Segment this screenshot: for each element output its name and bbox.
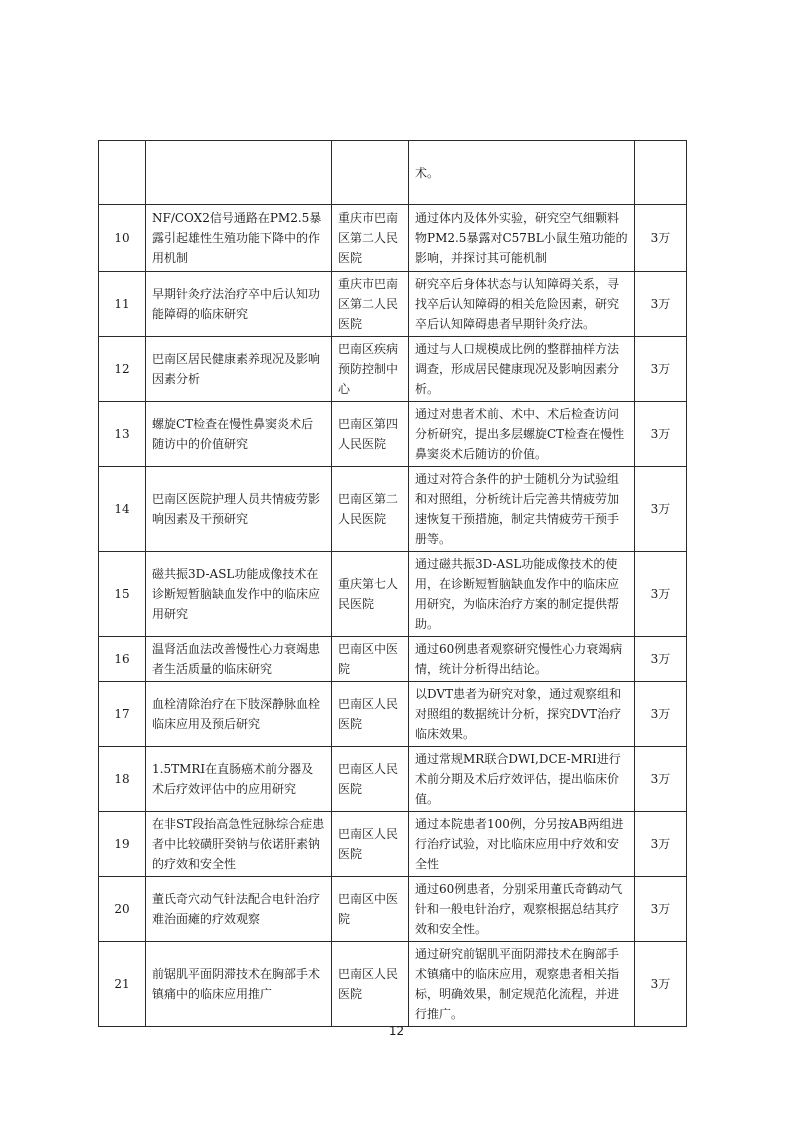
project-content-cell: 通过60例患者，分别采用董氏奇鹤动气针和一般电针治疗，观察根据总结其疗效和安全性。	[409, 877, 635, 942]
project-unit-cell: 重庆第七人民医院	[332, 552, 409, 637]
project-no-cell: 13	[99, 402, 146, 467]
table-row	[99, 877, 687, 942]
project-content-cell: 通过体内及体外实验，研究空气细颗料物PM2.5暴露对C57BL小鼠生殖功能的影响，并探讨其可能机制	[409, 205, 635, 272]
continuation-unit-cell	[332, 141, 409, 205]
table-row	[99, 337, 687, 402]
table-row	[99, 942, 687, 1027]
project-table-body	[99, 141, 687, 1027]
project-unit-cell: 巴南区中医院	[332, 637, 409, 682]
project-unit-cell: 巴南区第四人民医院	[332, 402, 409, 467]
table-row	[99, 272, 687, 337]
project-unit-cell: 重庆市巴南区第二人民医院	[332, 272, 409, 337]
project-table	[98, 140, 687, 1027]
project-unit-cell: 巴南区人民医院	[332, 812, 409, 877]
project-title-cell: 磁共振3D-ASL功能成像技术在诊断短暂脑缺血发作中的临床应用研究	[146, 552, 332, 637]
project-fund-cell: 3万	[635, 205, 687, 272]
continuation-row	[99, 141, 687, 205]
table-row	[99, 637, 687, 682]
project-title-cell: 1.5TMRI在直肠癌术前分器及术后疗效评估中的应用研究	[146, 747, 332, 812]
project-fund-cell: 3万	[635, 747, 687, 812]
project-no-cell: 17	[99, 682, 146, 747]
project-no-cell: 14	[99, 467, 146, 552]
project-no-cell: 12	[99, 337, 146, 402]
project-content-cell: 以DVT患者为研究对象，通过观察组和对照组的数据统计分析，探究DVT治疗临床效果。	[409, 682, 635, 747]
project-unit-cell: 巴南区人民医院	[332, 682, 409, 747]
project-fund-cell: 3万	[635, 812, 687, 877]
project-no-cell: 16	[99, 637, 146, 682]
project-title-cell: 螺旋CT检查在慢性鼻窦炎术后随访中的价值研究	[146, 402, 332, 467]
project-unit-cell: 巴南区中医院	[332, 877, 409, 942]
project-fund-cell: 3万	[635, 877, 687, 942]
project-fund-cell: 3万	[635, 637, 687, 682]
project-unit-cell: 巴南区疾病预防控制中心	[332, 337, 409, 402]
table-row	[99, 682, 687, 747]
project-unit-cell: 巴南区人民医院	[332, 942, 409, 1027]
project-fund-cell: 3万	[635, 682, 687, 747]
project-title-cell: NF/COX2信号通路在PM2.5暴露引起雄性生殖功能下降中的作用机制	[146, 205, 332, 272]
project-title-cell: 温肾活血法改善慢性心力衰竭患者生活质量的临床研究	[146, 637, 332, 682]
table-row	[99, 467, 687, 552]
table-row	[99, 402, 687, 467]
project-fund-cell: 3万	[635, 402, 687, 467]
project-content-cell: 通过本院患者100例，分另按AB两组进行治疗试验，对比临床应用中疗效和安全性	[409, 812, 635, 877]
project-fund-cell: 3万	[635, 467, 687, 552]
project-no-cell: 20	[99, 877, 146, 942]
project-content-cell: 通过常规MR联合DWI,DCE-MRI进行术前分期及术后疗效评估，提出临床价值。	[409, 747, 635, 812]
project-title-cell: 早期针灸疗法治疗卒中后认知功能障碍的临床研究	[146, 272, 332, 337]
project-title-cell: 前锯肌平面阴滞技术在胸部手术镇痛中的临床应用推广	[146, 942, 332, 1027]
continuation-title-cell	[146, 141, 332, 205]
project-no-cell: 21	[99, 942, 146, 1027]
project-title-cell: 巴南区医院护理人员共情疲劳影响因素及干预研究	[146, 467, 332, 552]
table-row	[99, 552, 687, 637]
project-no-cell: 19	[99, 812, 146, 877]
project-no-cell: 10	[99, 205, 146, 272]
project-fund-cell: 3万	[635, 942, 687, 1027]
project-content-cell: 通过磁共振3D-ASL功能成像技术的使用，在诊断短暂脑缺血发作中的临床应用研究，为临床治疗方案的制定提供帮助。	[409, 552, 635, 637]
project-no-cell: 18	[99, 747, 146, 812]
table-row	[99, 205, 687, 272]
project-title-cell: 董氏奇穴动气针法配合电针治疗难治面瘫的疗效观察	[146, 877, 332, 942]
project-content-cell: 通过对符合条件的护士随机分为试验组和对照组，分析统计后完善共情疲劳加速恢复干预措施，制定共情疲劳干预手册等。	[409, 467, 635, 552]
project-content-cell: 通过对患者术前、术中、术后检查访问分析研究，提出多层螺旋CT检查在慢性鼻窦炎术后随访的价值。	[409, 402, 635, 467]
continuation-no-cell	[99, 141, 146, 205]
project-content-cell: 研究卒后身体状态与认知障碍关系，寻找卒后认知障碍的相关危险因素，研究卒后认知障碍患者早期针灸疗法。	[409, 272, 635, 337]
project-unit-cell: 巴南区人民医院	[332, 747, 409, 812]
table-row	[99, 812, 687, 877]
project-title-cell: 在非ST段抬高急性冠脉综合症患者中比较磺肝癸钠与依诺肝素钠的疗效和安全性	[146, 812, 332, 877]
table-row	[99, 747, 687, 812]
project-title-cell: 血栓清除治疗在下肢深静脉血栓临床应用及预后研究	[146, 682, 332, 747]
project-content-cell: 通过与人口规模成比例的整群抽样方法调查，形成居民健康现况及影响因素分析。	[409, 337, 635, 402]
continuation-fund-cell	[635, 141, 687, 205]
project-no-cell: 11	[99, 272, 146, 337]
continuation-content-cell: 术。	[409, 141, 635, 205]
project-title-cell: 巴南区居民健康素养现况及影响因素分析	[146, 337, 332, 402]
project-content-cell: 通过60例患者观察研究慢性心力衰竭病情，统计分析得出结论。	[409, 637, 635, 682]
page-number: 12	[388, 1024, 405, 1038]
project-fund-cell: 3万	[635, 552, 687, 637]
project-no-cell: 15	[99, 552, 146, 637]
project-content-cell: 通过研究前锯肌平面阴滞技术在胸部手术镇痛中的临床应用，观察患者相关指标，明确效果，制定规范化流程，并进行推广。	[409, 942, 635, 1027]
project-fund-cell: 3万	[635, 272, 687, 337]
project-unit-cell: 巴南区第二人民医院	[332, 467, 409, 552]
project-unit-cell: 重庆市巴南区第二人民医院	[332, 205, 409, 272]
project-fund-cell: 3万	[635, 337, 687, 402]
